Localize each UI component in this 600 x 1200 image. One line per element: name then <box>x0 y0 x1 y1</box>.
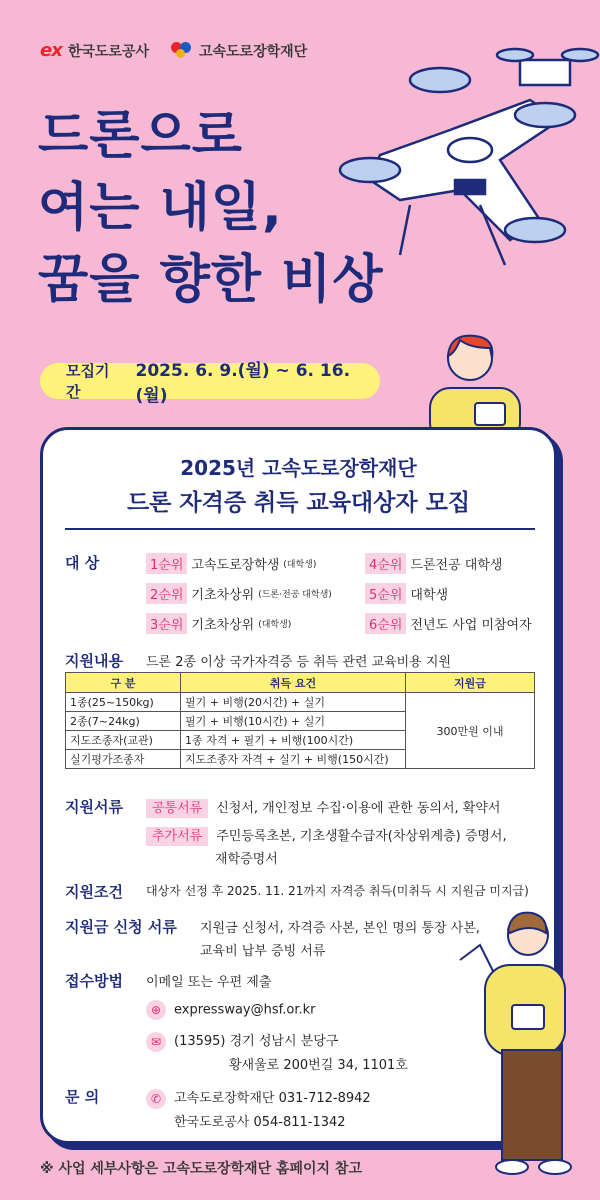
recruit-period <box>40 361 380 406</box>
table-cell: 2종(7~24kg) <box>66 712 181 731</box>
rank-2-tag: 2순위 <box>146 583 187 604</box>
support-label: 지원내용 <box>65 652 123 670</box>
support-text: 드론 2종 이상 국가자격증 등 취득 관련 교육비용 지원 <box>146 655 452 670</box>
contact-line-2: 한국도로공사 054-811-1342 <box>174 1115 346 1130</box>
rank-3-note: (대학생) <box>258 620 292 630</box>
rank-5-tag: 5순위 <box>365 583 406 604</box>
email-address[interactable]: expressway@hsf.or.kr <box>174 1002 316 1018</box>
footer-note: ※ 사업 세부사항은 고속도로장학재단 홈페이지 참고 <box>40 1161 362 1177</box>
card-divider <box>65 528 535 530</box>
title-line-1: 드론으로 <box>38 106 243 166</box>
rank-1 <box>146 553 316 574</box>
common-docs <box>146 797 500 816</box>
period-label: 모집기간 <box>66 362 110 401</box>
phone-icon: ✆ <box>146 1089 166 1109</box>
claim-text-2: 교육비 납부 증빙 서류 <box>200 944 326 959</box>
extra-docs-text-2: 재학증명서 <box>215 852 278 867</box>
table-cell: 지도조종자 자격 + 실기 + 비행(150시간) <box>181 750 406 769</box>
contact-row <box>146 1087 371 1109</box>
table-cell: 지도조종자(교관) <box>66 731 181 750</box>
table-header-category: 구 분 <box>66 673 181 693</box>
rank-1-note: (대학생) <box>283 560 317 570</box>
extra-docs <box>146 825 507 844</box>
rank-4-text: 드론전공 대학생 <box>410 558 503 573</box>
title-line-3: 꿈을 향한 비상 <box>38 250 384 310</box>
claim-label: 지원금 신청 서류 <box>65 918 177 936</box>
period-value: 2025. 6. 9.(월) ~ 6. 16.(월) <box>135 361 351 406</box>
card-heading-year: 2025년 고속도로장학재단 <box>180 456 417 480</box>
rank-5 <box>365 583 448 604</box>
hsf-logo <box>171 41 307 61</box>
address-line-1: (13595) 경기 성남시 분당구 <box>174 1034 339 1049</box>
rank-4 <box>365 553 502 574</box>
korea-expressway-logo <box>40 40 149 61</box>
apply-label: 접수방법 <box>65 972 123 990</box>
table-header-row <box>66 673 535 693</box>
contact-line-1: 고속도로장학재단 031-712-8942 <box>174 1091 371 1106</box>
contact-label: 문 의 <box>65 1088 100 1106</box>
ex-logo-mark: ex <box>40 40 62 61</box>
address-row <box>146 1030 338 1052</box>
claim-text-1: 지원금 신청서, 자격증 사본, 본인 명의 통장 사본, <box>200 921 480 936</box>
target-label: 대 상 <box>65 554 100 572</box>
rank-4-tag: 4순위 <box>365 553 406 574</box>
rank-5-text: 대학생 <box>410 588 449 603</box>
table-cell: 필기 + 비행(10시간) + 실기 <box>181 712 406 731</box>
docs-label: 지원서류 <box>65 798 123 816</box>
rank-2-note: (드론·전공 대학생) <box>258 590 332 600</box>
rank-6-text: 전년도 사업 미참여자 <box>410 618 532 633</box>
rank-3-text: 기초차상위 <box>191 618 255 633</box>
logo-bar <box>40 40 307 61</box>
man-tablet-illustration <box>450 905 590 1190</box>
condition-text: 대상자 선정 후 2025. 11. 21까지 자격증 취득(미취득 시 지원금 미지급) <box>146 884 529 898</box>
table-cell: 필기 + 비행(20시간) + 실기 <box>181 693 406 712</box>
address-line-2: 황새울로 200번길 34, 1101호 <box>229 1058 408 1073</box>
rank-6-tag: 6순위 <box>365 613 406 634</box>
table-cell: 1종(25~150kg) <box>66 693 181 712</box>
girl-controller-illustration <box>420 328 530 438</box>
table-header-requirement: 취득 요건 <box>181 673 406 693</box>
condition-label: 지원조건 <box>65 883 123 901</box>
common-docs-text: 신청서, 개인정보 수집·이용에 관한 동의서, 확약서 <box>216 801 501 816</box>
web-icon: ⊕ <box>146 1000 166 1020</box>
hsf-logo-mark <box>171 42 193 60</box>
mail-icon: ✉ <box>146 1032 166 1052</box>
rank-2-text: 기초차상위 <box>191 588 255 603</box>
table-amount-cell: 300만원 이내 <box>406 693 535 769</box>
table-cell: 실기평가조종자 <box>66 750 181 769</box>
rank-1-tag: 1순위 <box>146 553 187 574</box>
table-row <box>66 693 535 712</box>
rank-3-tag: 3순위 <box>146 613 187 634</box>
korea-expressway-name: 한국도로공사 <box>67 43 149 60</box>
rank-6 <box>365 613 532 634</box>
table-cell: 1종 자격 + 필기 + 비행(100시간) <box>181 731 406 750</box>
rank-1-text: 고속도로장학생 <box>191 558 280 573</box>
extra-docs-tag: 추가서류 <box>146 827 208 846</box>
hsf-name: 고속도로장학재단 <box>198 43 308 60</box>
table-header-amount: 지원금 <box>406 673 535 693</box>
rank-2 <box>146 583 332 604</box>
extra-docs-text-1: 주민등록초본, 기초생활수급자(차상위계층) 증명서, <box>216 829 507 844</box>
apply-text: 이메일 또는 우편 제출 <box>146 975 272 990</box>
common-docs-tag: 공통서류 <box>146 799 208 818</box>
title-line-2: 여는 내일, <box>38 178 283 238</box>
email-row <box>146 1000 316 1020</box>
card-heading-title: 드론 자격증 취득 교육대상자 모집 <box>126 490 471 516</box>
support-table <box>65 672 535 769</box>
main-title <box>38 100 478 316</box>
rank-3 <box>146 613 291 634</box>
